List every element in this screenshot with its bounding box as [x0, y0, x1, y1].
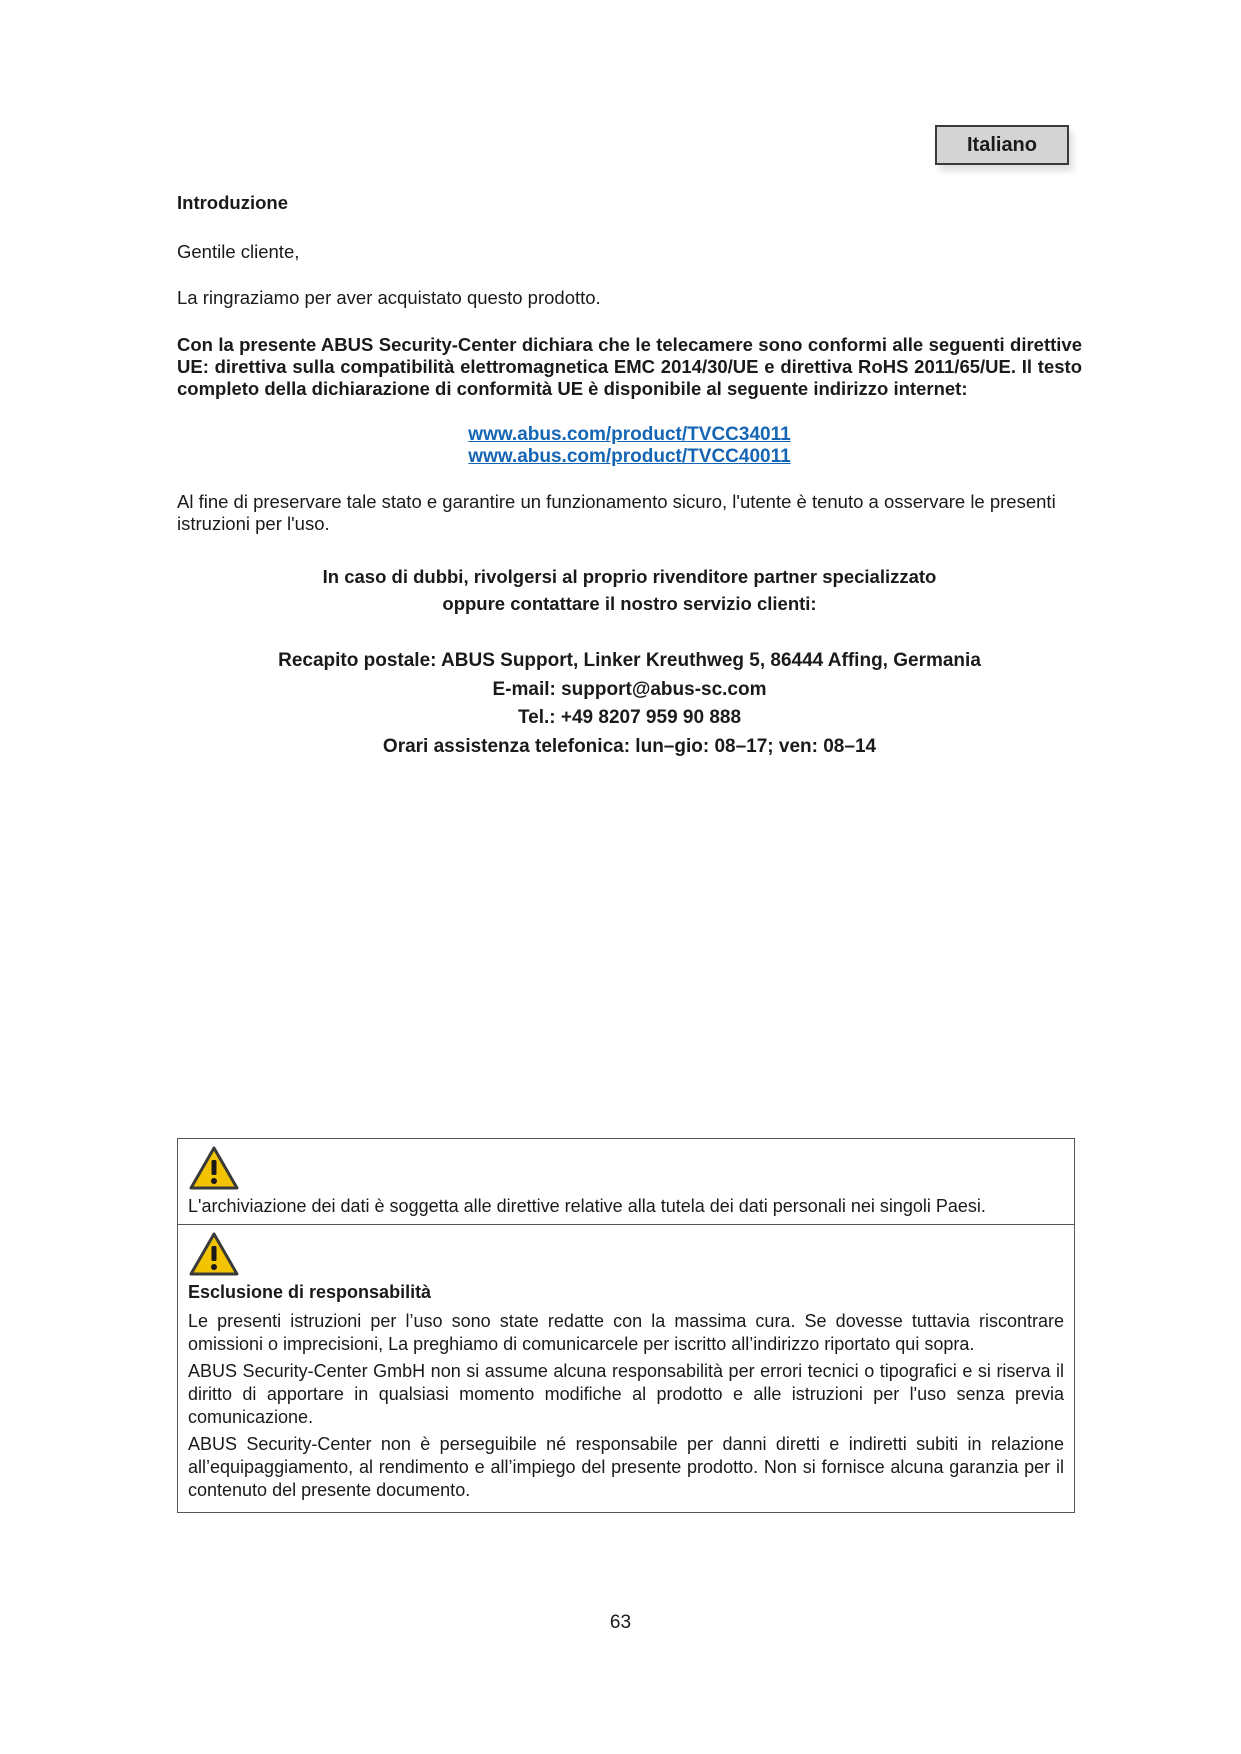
contact-hours: Orari assistenza telefonica: lun–gio: 08–17; ven: 08–14: [382, 736, 877, 757]
doubts-line-1: In caso di dubbi, rivolgersi al proprio rivenditore partner specializzato: [322, 566, 937, 587]
disclaimer-cell: [178, 1224, 1074, 1512]
page-number: 63: [609, 1612, 632, 1633]
language-label: Italiano: [935, 125, 1069, 165]
disclaimer-paragraph-1: Le presenti istruzioni per l’uso sono state redatte con la massima cura. Se dovesse tuttavia riscontrare omissioni o imprecisioni, La preghiamo di comunicarcele per iscritto all’indirizzo riportato qui sopra.: [188, 1311, 1064, 1354]
product-link-tvcc34011[interactable]: www.abus.com/product/TVCC34011: [468, 424, 791, 445]
warning-triangle-icon: [188, 1231, 240, 1277]
contact-email: E-mail: support@abus-sc.com: [492, 679, 767, 700]
doubts-line-2: oppure contattare il nostro servizio clienti:: [442, 593, 817, 614]
greeting: Gentile cliente,: [177, 241, 300, 262]
disclaimer-paragraph-3: ABUS Security-Center non è perseguibile né responsabile per danni diretti e indiretti subiti in relazione all’equipaggiamento, al rendimento e all’impiego del presente prodotto. Non si fornisce alcuna garanzia per il contenuto del presente documento.: [188, 1434, 1064, 1500]
thanks-text: La ringraziamo per aver acquistato questo prodotto.: [177, 287, 601, 308]
contact-tel: Tel.: +49 8207 959 90 888: [517, 707, 742, 728]
data-warning-cell: [178, 1139, 1074, 1224]
warning-triangle-icon: [188, 1145, 240, 1191]
links-block: [177, 424, 1082, 468]
warning-table: [177, 1138, 1075, 1513]
safety-note: Al fine di preservare tale stato e garantire un funzionamento sicuro, l'utente è tenuto a osservare le presenti istruzioni per l'uso.: [177, 491, 1056, 534]
product-link-tvcc40011[interactable]: www.abus.com/product/TVCC40011: [468, 446, 791, 467]
declaration-text: Con la presente ABUS Security-Center dichiara che le telecamere sono conformi alle seguenti direttive UE: direttiva sulla compatibilità elettromagnetica EMC 2014/30/UE e direttiva RoHS 2011/65/UE. Il testo completo della dichiarazione di conformità UE è disponibile al seguente indirizzo internet:: [177, 334, 1082, 399]
disclaimer-paragraph-2: ABUS Security-Center GmbH non si assume alcuna responsabilità per errori tecnici o tipografici e si riserva il diritto di apportare in qualsiasi momento modifiche al prodotto e alle istruzioni per l'uso senza previa comunicazione.: [188, 1361, 1064, 1427]
contact-address: Recapito postale: ABUS Support, Linker Kreuthweg 5, 86444 Affing, Germania: [278, 650, 981, 671]
disclaimer-title: Esclusione di responsabilità: [188, 1282, 432, 1302]
data-warning-text: L'archiviazione dei dati è soggetta alle direttive relative alla tutela dei dati personali nei singoli Paesi.: [188, 1196, 986, 1216]
section-heading: Introduzione: [177, 192, 288, 213]
